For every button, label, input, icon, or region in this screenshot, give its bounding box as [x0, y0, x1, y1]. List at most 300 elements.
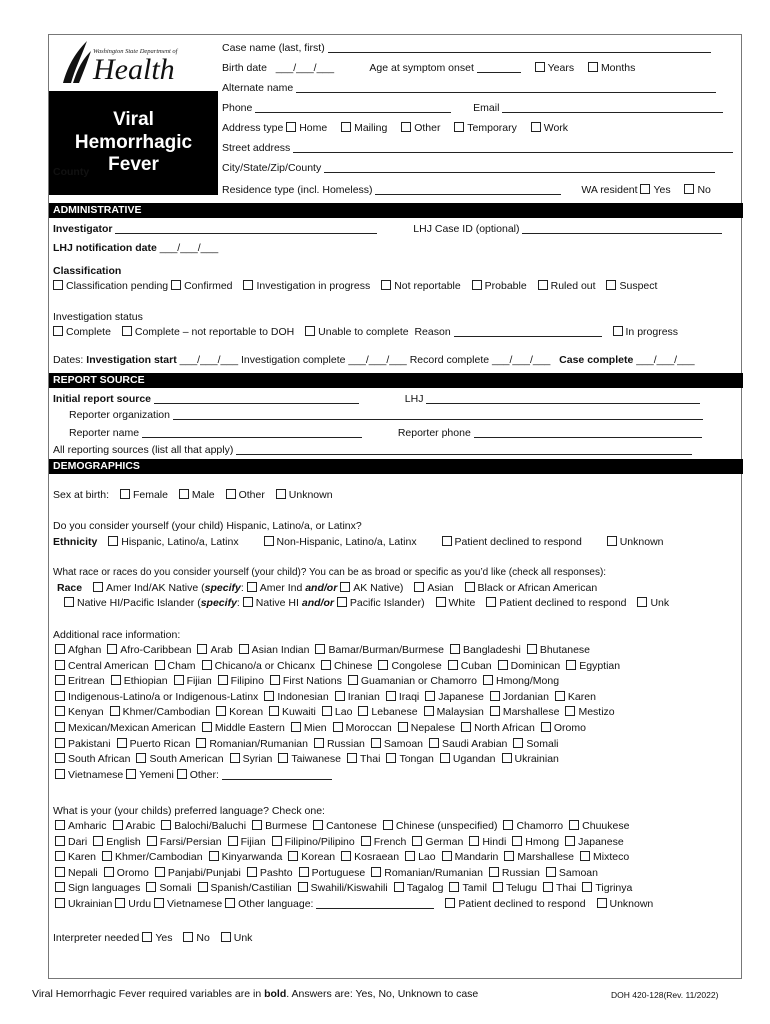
street-field[interactable]: [293, 142, 733, 153]
race-option-label: Saudi Arabian: [442, 737, 508, 750]
race-native-hi-pi-checkbox[interactable]: [64, 597, 74, 607]
inv-complete-field[interactable]: ___/___/___: [348, 354, 407, 366]
lang-checkbox[interactable]: [288, 851, 298, 861]
lang-option-label: Kinyarwanda: [221, 851, 283, 864]
lang-checkbox[interactable]: [503, 820, 513, 830]
lang-row: [55, 835, 624, 849]
other-address-checkbox[interactable]: [401, 122, 411, 132]
race-checkbox[interactable]: [461, 722, 471, 732]
lang-checkbox[interactable]: [55, 851, 65, 861]
lang-checkbox[interactable]: [493, 882, 503, 892]
race-checkbox[interactable]: [55, 644, 65, 654]
lang-other-checkbox[interactable]: [225, 898, 235, 908]
sex-unknown-checkbox[interactable]: [276, 489, 286, 499]
lang-option-label: Portuguese: [311, 866, 366, 879]
lang-checkbox[interactable]: [155, 867, 165, 877]
race-option-label: Bhutanese: [539, 644, 591, 656]
race-checkbox[interactable]: [335, 691, 345, 701]
race-checkbox[interactable]: [107, 644, 117, 654]
all-sources-row: [53, 443, 692, 457]
race-row: [55, 752, 559, 766]
race-checkbox[interactable]: [378, 660, 388, 670]
race-checkbox[interactable]: [218, 675, 228, 685]
race-checkbox[interactable]: [216, 706, 226, 716]
section-administrative: ADMINISTRATIVE: [49, 203, 743, 218]
lang-option-label: English: [106, 835, 141, 848]
race-option-label: Egyptian: [579, 659, 621, 672]
status-unable-label: Unable to complete: [318, 326, 409, 338]
lang-checkbox[interactable]: [361, 836, 371, 846]
initial-report-label: Initial report source: [53, 393, 152, 405]
race-checkbox[interactable]: [321, 660, 331, 670]
alternate-name-label: Alternate name: [222, 82, 294, 94]
lang-option-label: Hindi: [482, 835, 507, 848]
class-suspect-checkbox[interactable]: [606, 280, 616, 290]
city-field[interactable]: [324, 162, 715, 173]
race-option-label: Bamar/Burman/Burmese: [328, 644, 445, 656]
birth-date-field[interactable]: ___/___/___: [275, 62, 335, 74]
lang-option-label: French: [373, 835, 407, 848]
sex-male-checkbox[interactable]: [179, 489, 189, 499]
lang-checkbox[interactable]: [209, 851, 219, 861]
wa-yes-checkbox[interactable]: [640, 184, 650, 194]
lang-option-label: Tamil: [462, 882, 487, 895]
race-option-label: Dominican: [510, 659, 561, 672]
class-in-progress-checkbox[interactable]: [243, 280, 253, 290]
reporter-org-row: [69, 408, 703, 422]
race-option-label: Mestizo: [578, 706, 615, 719]
race-option-label: Indigenous-Latino/a or Indigenous-Latinx: [68, 690, 259, 703]
race-checkbox[interactable]: [196, 738, 206, 748]
class-probable-checkbox[interactable]: [472, 280, 482, 290]
lang-option-label: Romanian/Rumanian: [384, 866, 483, 879]
race-declined-label: Patient declined to respond: [499, 597, 627, 609]
class-option-label: Confirmed: [184, 280, 233, 292]
lhj-notification-field[interactable]: ___/___/___: [159, 242, 219, 254]
dates-row: [53, 353, 695, 367]
race-checkbox[interactable]: [55, 738, 65, 748]
race-option-label: Oromo: [553, 722, 586, 734]
lang-option-label: Balochi/Baluchi: [174, 820, 247, 832]
lang-option-label: Samoan: [558, 866, 598, 879]
lang-declined-checkbox[interactable]: [445, 898, 455, 908]
lang-checkbox[interactable]: [569, 820, 579, 830]
lang-checkbox[interactable]: [102, 851, 112, 861]
race-checkbox[interactable]: [333, 722, 343, 732]
lang-checkbox[interactable]: [313, 820, 323, 830]
lang-option-label: Farsi/Persian: [159, 835, 222, 848]
eth-declined-checkbox[interactable]: [442, 536, 452, 546]
ethnicity-row: [53, 535, 664, 549]
eth-hispanic-checkbox[interactable]: [108, 536, 118, 546]
age-onset-label: Age at symptom onset: [369, 62, 474, 74]
race-option-label: Congolese: [391, 659, 442, 672]
class-ruled-out-checkbox[interactable]: [538, 280, 548, 290]
status-unable-checkbox[interactable]: [305, 326, 315, 336]
status-in-progress-label: In progress: [625, 326, 679, 338]
lang-option-label: Marshallese: [517, 851, 575, 864]
class-not-reportable-checkbox[interactable]: [381, 280, 391, 290]
race-option-label: Mien: [303, 722, 327, 734]
race-checkbox[interactable]: [269, 706, 279, 716]
race-checkbox[interactable]: [278, 753, 288, 763]
race-option-label: South American: [149, 753, 224, 766]
work-checkbox[interactable]: [531, 122, 541, 132]
race-option-label: First Nations: [282, 675, 342, 688]
eth-option-label: Hispanic, Latino/a, Latinx: [121, 536, 239, 548]
race-option-label: Hmong/Mong: [496, 675, 560, 688]
lang-checkbox[interactable]: [582, 882, 592, 892]
work-label: Work: [543, 122, 569, 134]
form-number: DOH 420-128(Rev. 11/2022): [611, 990, 719, 1000]
lang-other-label: Other language:: [238, 898, 314, 910]
race-option-label: Taiwanese: [291, 753, 341, 766]
race-checkbox[interactable]: [565, 706, 575, 716]
race-checkbox[interactable]: [527, 644, 537, 654]
race-checkbox[interactable]: [202, 722, 212, 732]
lang-checkbox[interactable]: [146, 882, 156, 892]
race-amer-ind-checkbox[interactable]: [247, 582, 257, 592]
race-checkbox[interactable]: [490, 691, 500, 701]
race-checkbox[interactable]: [386, 691, 396, 701]
race-asian-checkbox[interactable]: [414, 582, 424, 592]
race-checkbox[interactable]: [111, 675, 121, 685]
amer-ind-ak-label: Amer Ind/AK Native (: [106, 582, 205, 594]
status-in-progress-checkbox[interactable]: [613, 326, 623, 336]
reporter-phone-field[interactable]: [474, 427, 702, 438]
title-line-1: Viral: [113, 109, 154, 131]
section-report-source: REPORT SOURCE: [49, 373, 743, 388]
interp-unk-checkbox[interactable]: [221, 932, 231, 942]
race-checkbox[interactable]: [429, 738, 439, 748]
inv-start-field[interactable]: ___/___/___: [179, 354, 239, 366]
phone-field[interactable]: [255, 102, 451, 113]
eth-unknown-checkbox[interactable]: [607, 536, 617, 546]
wa-yes-label: Yes: [653, 184, 671, 196]
lang-checkbox[interactable]: [198, 882, 208, 892]
eth-non-hispanic-checkbox[interactable]: [264, 536, 274, 546]
race-other-checkbox[interactable]: [177, 769, 187, 779]
race-checkbox[interactable]: [136, 753, 146, 763]
all-sources-field[interactable]: [236, 444, 692, 455]
language-last-row: [55, 897, 653, 911]
home-checkbox[interactable]: [286, 122, 296, 132]
race-checkbox[interactable]: [398, 722, 408, 732]
lang-row: [55, 850, 629, 864]
lang-checkbox[interactable]: [405, 851, 415, 861]
race-row-1: [57, 581, 597, 595]
race-checkbox[interactable]: [55, 706, 65, 716]
lhj-case-id-field[interactable]: [522, 223, 722, 234]
race-checkbox[interactable]: [55, 691, 65, 701]
race-checkbox[interactable]: [239, 644, 249, 654]
lang-checkbox[interactable]: [383, 820, 393, 830]
reason-field[interactable]: [454, 326, 602, 337]
months-checkbox[interactable]: [588, 62, 598, 72]
lang-checkbox[interactable]: [489, 867, 499, 877]
lang-checkbox[interactable]: [93, 836, 103, 846]
race-row: [55, 737, 559, 751]
race-option-label: Thai: [360, 753, 381, 766]
race-checkbox[interactable]: [174, 675, 184, 685]
email-field[interactable]: [502, 102, 723, 113]
lang-checkbox[interactable]: [55, 882, 65, 892]
race-checkbox[interactable]: [358, 706, 368, 716]
temporary-label: Temporary: [467, 122, 517, 134]
lang-urdu-checkbox[interactable]: [115, 898, 125, 908]
lang-checkbox[interactable]: [565, 836, 575, 846]
lang-checkbox[interactable]: [55, 836, 65, 846]
case-name-field[interactable]: [328, 42, 711, 53]
lang-checkbox[interactable]: [147, 836, 157, 846]
sex-at-birth-label: Sex at birth:: [53, 489, 110, 501]
race-checkbox[interactable]: [498, 660, 508, 670]
lang-option-label: Spanish/Castilian: [210, 882, 292, 895]
race-checkbox[interactable]: [55, 660, 65, 670]
race-checkbox[interactable]: [55, 753, 65, 763]
lang-checkbox[interactable]: [469, 836, 479, 846]
race-checkbox[interactable]: [566, 660, 576, 670]
lang-checkbox[interactable]: [228, 836, 238, 846]
lang-checkbox[interactable]: [55, 867, 65, 877]
interp-option-label: No: [196, 932, 210, 944]
race-row: [55, 659, 620, 673]
lang-checkbox[interactable]: [341, 851, 351, 861]
investigator-field[interactable]: [115, 223, 377, 234]
interp-yes-checkbox[interactable]: [142, 932, 152, 942]
email-label: Email: [473, 102, 500, 114]
race-checkbox[interactable]: [291, 722, 301, 732]
classification-label: Classification: [53, 265, 122, 277]
race-checkbox[interactable]: [55, 722, 65, 732]
race-native-hi-checkbox[interactable]: [243, 597, 253, 607]
race-unk-checkbox[interactable]: [637, 597, 647, 607]
initial-report-row: [53, 392, 700, 406]
lang-checkbox[interactable]: [113, 820, 123, 830]
lang-checkbox[interactable]: [412, 836, 422, 846]
report-lhj-field[interactable]: [426, 393, 700, 404]
birth-date-label: Birth date: [222, 62, 267, 74]
race-black-checkbox[interactable]: [465, 582, 475, 592]
race-pacific-islander-checkbox[interactable]: [337, 597, 347, 607]
pacific-islander-label: Pacific Islander): [349, 597, 425, 609]
lang-option-label: Oromo: [116, 866, 149, 879]
phone-row: [222, 101, 723, 115]
years-label: Years: [547, 62, 575, 74]
race-option-label: Middle Eastern: [214, 722, 285, 734]
race-checkbox[interactable]: [348, 675, 358, 685]
race-option-label: Mexican/Mexican American: [68, 722, 196, 734]
sex-at-birth-row: [53, 488, 333, 502]
home-label: Home: [299, 122, 328, 134]
sex-female-checkbox[interactable]: [120, 489, 130, 499]
lang-checkbox[interactable]: [252, 820, 262, 830]
race-checkbox[interactable]: [555, 691, 565, 701]
lang-option-label: Lao: [418, 851, 436, 864]
race-checkbox[interactable]: [117, 738, 127, 748]
race-option-label: Cuban: [460, 659, 492, 672]
class-confirmed-checkbox[interactable]: [171, 280, 181, 290]
lang-checkbox[interactable]: [394, 882, 404, 892]
race-checkbox[interactable]: [424, 706, 434, 716]
lang-checkbox[interactable]: [104, 867, 114, 877]
lang-checkbox[interactable]: [272, 836, 282, 846]
race-checkbox[interactable]: [230, 753, 240, 763]
investigator-row: [53, 222, 722, 236]
race-checkbox[interactable]: [448, 660, 458, 670]
race-yemeni-checkbox[interactable]: [126, 769, 136, 779]
lang-checkbox[interactable]: [504, 851, 514, 861]
record-complete-label: Record complete: [409, 354, 490, 366]
status-not-reportable-checkbox[interactable]: [122, 326, 132, 336]
race-option-label: Lao: [334, 706, 353, 719]
sex-other-checkbox[interactable]: [226, 489, 236, 499]
age-onset-field[interactable]: [477, 62, 521, 73]
race-checkbox[interactable]: [155, 660, 165, 670]
race-checkbox[interactable]: [197, 644, 207, 654]
lhj-case-id-label: LHJ Case ID (optional): [413, 223, 520, 235]
lang-checkbox[interactable]: [543, 882, 553, 892]
specify-label: specify: [200, 597, 237, 609]
lang-option-label: Urdu: [128, 898, 152, 910]
other-address-label: Other: [414, 122, 441, 134]
initial-report-field[interactable]: [154, 393, 359, 404]
lang-option-label: Tagalog: [406, 882, 444, 895]
lang-checkbox[interactable]: [161, 820, 171, 830]
race-checkbox[interactable]: [513, 738, 523, 748]
lang-checkbox[interactable]: [449, 882, 459, 892]
years-checkbox[interactable]: [535, 62, 545, 72]
lang-unknown-checkbox[interactable]: [597, 898, 607, 908]
race-checkbox[interactable]: [371, 738, 381, 748]
wa-no-checkbox[interactable]: [684, 184, 694, 194]
lang-checkbox[interactable]: [298, 882, 308, 892]
lang-checkbox[interactable]: [55, 820, 65, 830]
race-amer-ind-ak-checkbox[interactable]: [93, 582, 103, 592]
reporter-org-field[interactable]: [173, 409, 703, 420]
race-row-2: [64, 596, 669, 610]
birth-date-row: [222, 61, 635, 75]
lang-checkbox[interactable]: [247, 867, 257, 877]
lang-option-label: Chinese (unspecified): [395, 820, 498, 832]
lang-option-label: Mixteco: [593, 851, 630, 864]
race-checkbox[interactable]: [386, 753, 396, 763]
race-checkbox[interactable]: [202, 660, 212, 670]
status-complete-checkbox[interactable]: [53, 326, 63, 336]
lang-checkbox[interactable]: [512, 836, 522, 846]
race-option-label: Filipino: [230, 675, 264, 688]
class-pending-checkbox[interactable]: [53, 280, 63, 290]
lang-row: [55, 819, 629, 833]
race-checkbox[interactable]: [450, 644, 460, 654]
race-option-label: Fijian: [186, 675, 212, 688]
specify-label: specify: [204, 582, 241, 594]
case-complete-field[interactable]: ___/___/___: [636, 354, 695, 366]
lang-option-label: Pashto: [259, 866, 293, 879]
lang-option-label: Panjabi/Punjabi: [167, 866, 241, 879]
race-ak-native-checkbox[interactable]: [340, 582, 350, 592]
native-hi-label: Native HI: [255, 597, 299, 609]
lang-option-label: Kosraean: [354, 851, 400, 864]
lhj-notification-row: [53, 241, 218, 255]
reporter-name-field[interactable]: [142, 427, 362, 438]
address-type-row: [222, 121, 568, 135]
lang-option-label: Russian: [501, 866, 540, 879]
lang-ukrainian-checkbox[interactable]: [55, 898, 65, 908]
temporary-checkbox[interactable]: [454, 122, 464, 132]
lang-vietnamese-checkbox[interactable]: [154, 898, 164, 908]
race-checkbox[interactable]: [315, 644, 325, 654]
race-option-label: South African: [68, 753, 131, 766]
race-checkbox[interactable]: [314, 738, 324, 748]
race-checkbox[interactable]: [502, 753, 512, 763]
reason-label: Reason: [414, 326, 451, 338]
race-row: [55, 705, 615, 719]
race-white-checkbox[interactable]: [436, 597, 446, 607]
lang-option-label: Telugu: [505, 882, 537, 895]
lang-option-label: Thai: [555, 882, 577, 895]
city-row: [222, 161, 715, 175]
add-race-label: Additional race information:: [53, 629, 181, 641]
race-vietnamese-checkbox[interactable]: [55, 769, 65, 779]
race-option-label: Khmer/Cambodian: [122, 706, 211, 719]
health-logo-icon: [59, 39, 93, 85]
and-or-label: and/or: [305, 582, 338, 594]
lang-checkbox[interactable]: [371, 867, 381, 877]
race-other-label: Other:: [189, 769, 219, 781]
reporter-name-label: Reporter name: [69, 427, 140, 439]
race-option-label: Bangladeshi: [463, 644, 521, 656]
race-label: Race: [57, 582, 83, 594]
residence-field[interactable]: [375, 184, 561, 195]
race-checkbox[interactable]: [264, 691, 274, 701]
race-checkbox[interactable]: [347, 753, 357, 763]
lang-option-label: Fijian: [240, 835, 266, 848]
race-checkbox[interactable]: [270, 675, 280, 685]
race-option-label: North African: [474, 722, 535, 734]
race-checkbox[interactable]: [440, 753, 450, 763]
mailing-checkbox[interactable]: [341, 122, 351, 132]
lang-option-label: Japanese: [578, 835, 624, 848]
race-option-label: Korean: [229, 706, 264, 719]
class-option-label: Investigation in progress: [256, 280, 371, 292]
reporter-org-label: Reporter organization: [69, 409, 170, 421]
race-checkbox[interactable]: [425, 691, 435, 701]
lang-option-label: Filipino/Pilipino: [284, 835, 355, 848]
race-declined-checkbox[interactable]: [486, 597, 496, 607]
race-checkbox[interactable]: [541, 722, 551, 732]
race-checkbox[interactable]: [55, 675, 65, 685]
lang-checkbox[interactable]: [299, 867, 309, 877]
race-option-label: Kuwaiti: [282, 706, 316, 719]
race-other-field[interactable]: [222, 769, 332, 780]
alternate-name-field[interactable]: [296, 82, 716, 93]
record-complete-field[interactable]: ___/___/___: [492, 354, 551, 366]
race-option-label: Kenyan: [68, 706, 104, 719]
lang-checkbox[interactable]: [546, 867, 556, 877]
interpreter-label: Interpreter needed: [53, 932, 140, 944]
race-checkbox[interactable]: [490, 706, 500, 716]
sex-option-label: Male: [191, 489, 215, 501]
lang-checkbox[interactable]: [442, 851, 452, 861]
race-checkbox[interactable]: [110, 706, 120, 716]
lang-checkbox[interactable]: [580, 851, 590, 861]
interp-no-checkbox[interactable]: [183, 932, 193, 942]
lang-other-field[interactable]: [316, 898, 434, 909]
race-checkbox[interactable]: [483, 675, 493, 685]
lang-option-label: Amharic: [68, 820, 107, 832]
race-checkbox[interactable]: [322, 706, 332, 716]
